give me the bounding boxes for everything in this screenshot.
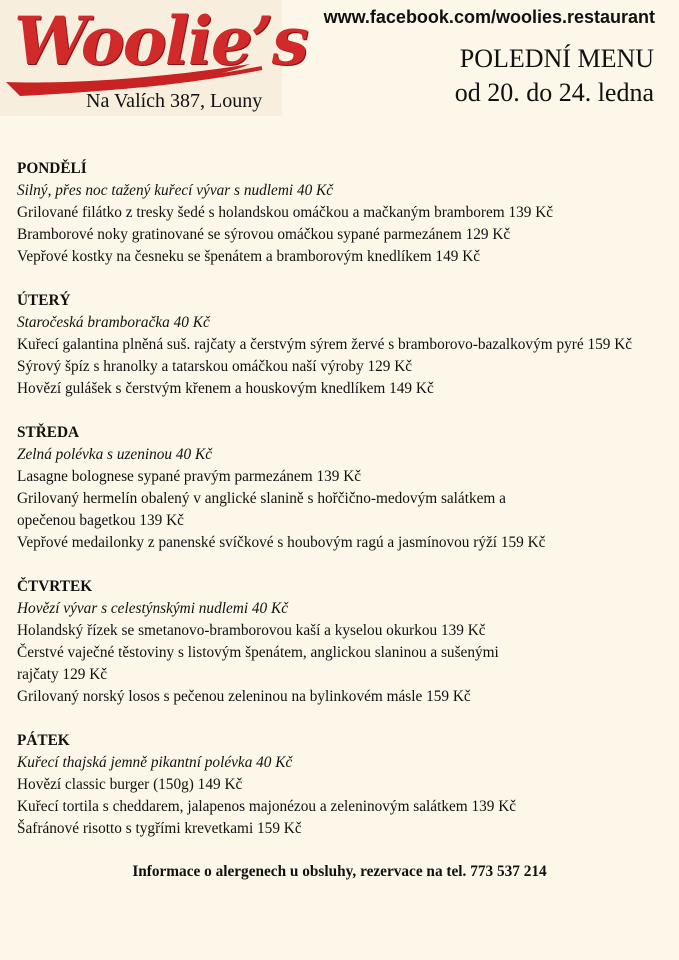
day-section-thursday xyxy=(17,576,667,708)
dish-item: Hovězí gulášek s čerstvým křenem a houskovým knedlíkem 149 Kč xyxy=(17,380,434,397)
dish-item: Bramborové noky gratinované se sýrovou omáčkou sypané parmezánem 129 Kč xyxy=(17,226,511,243)
logo-text: Woolie’s xyxy=(14,2,308,80)
restaurant-address: Na Valích 387, Louny xyxy=(86,90,263,112)
dish-item: rajčaty 129 Kč xyxy=(17,666,108,683)
dish-item: opečenou bagetkou 139 Kč xyxy=(17,512,184,529)
soup-item: Silný, přes noc tažený kuřecí vývar s nudlemi 40 Kč xyxy=(17,182,334,199)
dish-item: Kuřecí galantina plněná suš. rajčaty a čerstvým sýrem žervé s bramborovo-bazalkovým pyré 159 Kč xyxy=(17,336,633,353)
day-section-tuesday xyxy=(17,290,667,400)
dish-item: Lasagne bolognese sypané pravým parmezánem 139 Kč xyxy=(17,468,362,485)
dish-item: Holandský řízek se smetanovo-bramborovou kaší a kyselou okurkou 139 Kč xyxy=(17,622,486,639)
dish-item: Sýrový špíz s hranolky a tatarskou omáčkou naší výroby 129 Kč xyxy=(17,358,413,375)
dish-item: Grilované filátko z tresky šedé s holandskou omáčkou a mačkaným bramborem 139 Kč xyxy=(17,204,554,221)
dish-item: Grilovaný hermelín obalený v anglické slanině s hořčično-medovým salátkem a xyxy=(17,490,506,507)
dish-item: Grilovaný norský losos s pečenou zeleninou na bylinkovém másle 159 Kč xyxy=(17,688,471,705)
soup-item: Hovězí vývar s celestýnskými nudlemi 40 Kč xyxy=(17,600,289,617)
dish-item: Vepřové kostky na česneku se špenátem a bramborovým knedlíkem 149 Kč xyxy=(17,248,481,265)
day-heading: ČTVRTEK xyxy=(17,578,93,595)
day-section-friday xyxy=(17,730,667,840)
menu-date-range: od 20. do 24. ledna xyxy=(454,78,654,107)
soup-item: Zelná polévka s uzeninou 40 Kč xyxy=(17,446,213,463)
day-heading: PÁTEK xyxy=(17,732,70,749)
day-heading: STŘEDA xyxy=(17,424,80,441)
day-heading: ÚTERÝ xyxy=(17,292,71,309)
soup-item: Staročeská bramboračka 40 Kč xyxy=(17,314,210,331)
weekly-menu xyxy=(17,158,667,862)
day-section-monday xyxy=(17,158,667,268)
dish-item: Kuřecí tortila s cheddarem, jalapenos majonézou a zeleninovým salátkem 139 Kč xyxy=(17,798,517,815)
dish-item: Hovězí classic burger (150g) 149 Kč xyxy=(17,776,243,793)
dish-item: Šafránové risotto s tygřími krevetkami 159 Kč xyxy=(17,820,302,837)
page-title: POLEDNÍ MENU xyxy=(459,44,654,73)
facebook-link[interactable]: www.facebook.com/woolies.restaurant xyxy=(323,7,655,27)
allergen-reservation-note: Informace o alergenech u obsluhy, rezervace na tel. 773 537 214 xyxy=(132,863,547,880)
day-section-wednesday xyxy=(17,422,667,554)
day-heading: PONDĚLÍ xyxy=(17,160,87,177)
dish-item: Čerstvé vaječné těstoviny s listovým špenátem, anglickou slaninou a sušenými xyxy=(17,644,499,661)
dish-item: Vepřové medailonky z panenské svíčkové s houbovým ragú a jasmínovou rýží 159 Kč xyxy=(17,534,546,551)
soup-item: Kuřecí thajská jemně pikantní polévka 40 Kč xyxy=(17,754,293,771)
logo xyxy=(0,0,308,116)
